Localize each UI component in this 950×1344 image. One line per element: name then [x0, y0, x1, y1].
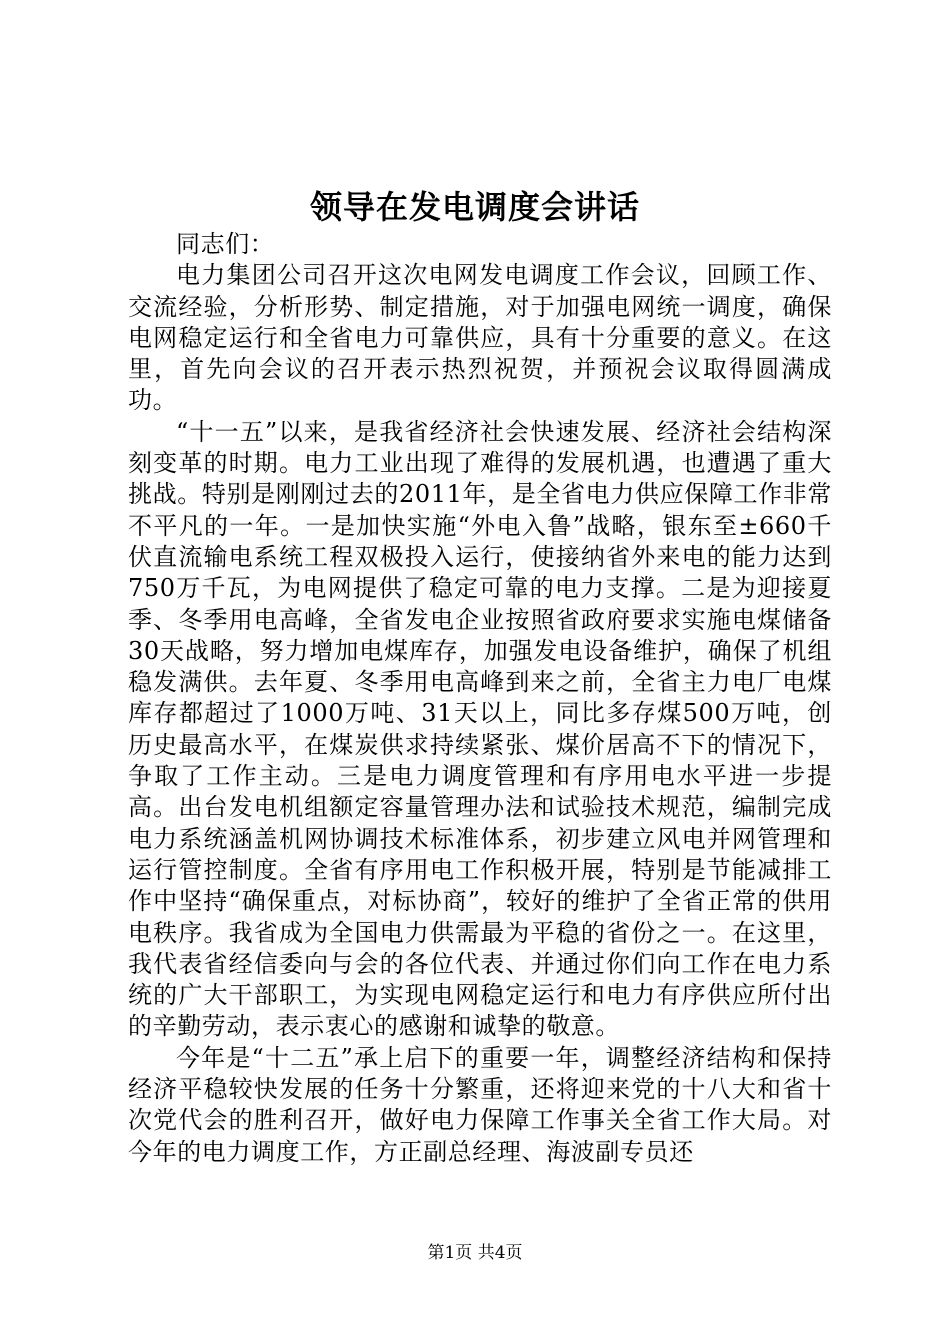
salutation: 同志们：: [176, 230, 275, 258]
paragraph-2: “十一五”以来，是我省经济社会快速发展、经济社会结构深刻变革的时期。电力工业出现了难得的发展机遇，也遭遇了重大挑战。特别是刚刚过去的2011年，是全省电力供应保障工作非常不平凡的一年。一是加快实施“外电入鲁”战略，银东至±660千伏直流输电系统工程双极投入运行，使接纳省外来电的能力达到750万千瓦，为电网提供了稳定可靠的电力支撑。二是为迎接夏季、冬季用电高峰，全省发电企业按照省政府要求实施电煤储备30天战略，努力增加电煤库存，加强发电设备维护，确保了机组稳发满供。去年夏、冬季用电高峰到来之前，全省主力电厂电煤库存都超过了1000万吨、31天以上，同比多存煤500万吨，创历史最高水平，在煤炭供求持续紧张、煤价居高不下的情况下，争取了工作主动。三是电力调度管理和有序用电水平进一步提高。出台发电机组额定容量管理办法和试验技术规范，编制完成电力系统涵盖机网协调技术标准体系，初步建立风电并网管理和运行管控制度。全省有序用电工作积极开展，特别是节能减排工作中坚持“确保重点，对标协商”，较好的维护了全省正常的供用电秩序。我省成为全国电力供需最为平稳的省份之一。在这里，我代表省经信委向与会的各位代表、并通过你们向工作在电力系统的广大干部职工，为实现电网稳定运行和电力有序供应所付出的辛勤劳动，表示衷心的感谢和诚挚的敬意。: [128, 417, 832, 1041]
paragraph-3: 今年是“十二五”承上启下的重要一年，调整经济结构和保持经济平稳较快发展的任务十分繁重，还将迎来党的十八大和省十次党代会的胜利召开，做好电力保障工作事关全省工作大局。对今年的电力调度工作，方正副总经理、海波副专员还: [128, 1043, 832, 1166]
paragraph-1: 电力集团公司召开这次电网发电调度工作会议，回顾工作、交流经验，分析形势、制定措施，对于加强电网统一调度，确保电网稳定运行和全省电力可靠供应，具有十分重要的意义。在这里，首先向会议的召开表示热烈祝贺，并预祝会议取得圆满成功。: [128, 261, 832, 415]
document-title: 领导在发电调度会讲话: [309, 188, 640, 226]
document-body: [128, 229, 832, 1168]
page-footer: 第1页 共4页: [427, 1243, 523, 1263]
